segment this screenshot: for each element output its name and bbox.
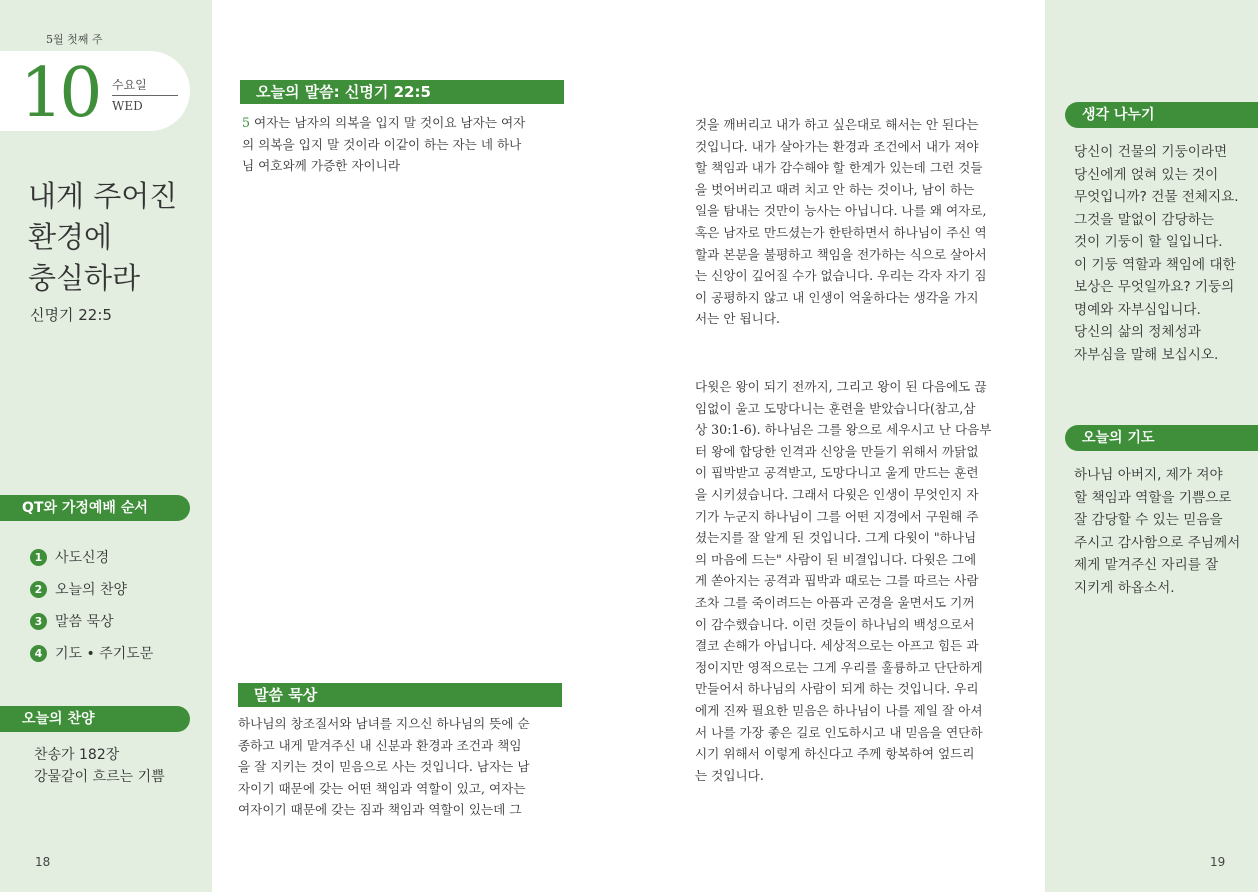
step-item xyxy=(30,541,153,573)
step-item xyxy=(30,573,153,605)
step-label: 사도신경 xyxy=(55,550,110,566)
order-heading: QT와 가정예배 순서 xyxy=(0,495,190,521)
prayer-heading: 오늘의 기도 xyxy=(1065,425,1258,451)
verse-text xyxy=(242,112,566,177)
step-number-badge: 3 xyxy=(30,613,47,630)
step-item xyxy=(30,637,153,669)
day-korean: 수요일 xyxy=(112,78,147,92)
step-number-badge: 1 xyxy=(30,549,47,566)
hymn-block xyxy=(34,744,165,788)
step-number-badge: 4 xyxy=(30,645,47,662)
page-title: 내게 주어진 환경에 충실하라 xyxy=(28,179,178,295)
day-english: WED xyxy=(112,99,143,113)
hymn-title: 강물같이 흐르는 기쁨 xyxy=(34,769,165,785)
step-label: 말씀 묵상 xyxy=(55,614,114,630)
verse-number: 5 xyxy=(242,115,251,130)
page-number-left: 18 xyxy=(35,855,51,869)
meditation-text: 하나님의 창조질서와 남녀를 지으신 하나님의 뜻에 순 종하고 내게 맡겨주신 내 신분과 환경과 조건과 책임 을 잘 지키는 것이 믿음으로 사는 것입니다. 남자는 남 자이기 때문에 갖는 어떤 책임과 역할이 있고, 여자는 여자이기 때문에 갖는 짐과 책임과 역할이 있는데 그 xyxy=(238,716,530,818)
meditation-heading: 말씀 묵상 xyxy=(238,683,562,707)
verse-body: 여자는 남자의 의복을 입지 말 것이요 남자는 여자 의 의복을 입지 말 것이라 이같이 하는 자는 네 하나 님 여호와께 가증한 자이니라 xyxy=(242,115,526,174)
meditation-paragraph-1: 것을 깨버리고 내가 하고 싶은대로 해서는 안 된다는 것입니다. 내가 살아가는 환경과 조건에서 내가 져야 할 책임과 내가 감수해야 할 한계가 있는데 그런 것들 을 벗어버리고 때려 치고 안 하는 것이나, 남이 하는 일을 탐내는 것만이 능사는 아닙니다. 나를 왜 여자로, 혹은 남자로 만드셨는가 한탄하면서 하나님이 주신 역 할과 본분을 불평하고 책임을 전가하는 식으로 살아서 는 신앙이 깊어질 수가 없습니다. 우리는 각자 자기 짐 이 공평하지 않고 내 인생이 억울하다는 생각을 가지 서는 안 됩니다. xyxy=(695,117,987,327)
todays-word-heading: 오늘의 말씀: 신명기 22:5 xyxy=(240,80,564,104)
order-steps-list xyxy=(30,541,153,669)
step-label: 오늘의 찬양 xyxy=(55,582,128,598)
day-divider xyxy=(112,95,178,96)
step-label: 기도 • 주기도문 xyxy=(55,646,154,662)
page-number-right: 19 xyxy=(1210,855,1226,869)
hymn-number: 찬송가 182장 xyxy=(34,747,120,763)
share-heading: 생각 나누기 xyxy=(1065,102,1258,128)
prayer-text: 하나님 아버지, 제가 져야 할 책임과 역할을 기쁨으로 잘 감당할 수 있는 믿음을 주시고 감사함으로 주님께서 제게 맡겨주신 자리를 잘 지키게 하옵소서. xyxy=(1074,467,1241,596)
share-text: 당신이 건물의 기둥이라면 당신에게 얹혀 있는 것이 무엇입니까? 건물 전체지요. 그것을 말없이 감당하는 것이 기둥이 할 일입니다. 이 기둥 역할과 책임에 대한 보상은 무엇일까요? 기둥의 명예와 자부심입니다. 당신의 삶의 정체성과 자부심을 말해 보십시오. xyxy=(1074,144,1239,363)
step-number-badge: 2 xyxy=(30,581,47,598)
week-label: 5월 첫째 주 xyxy=(46,33,103,46)
title-scripture-ref: 신명기 22:5 xyxy=(30,306,112,324)
meditation-paragraph-2: 다윗은 왕이 되기 전까지, 그리고 왕이 된 다음에도 끊 임없이 울고 도망다니는 훈련을 받았습니다(참고,삼 상 30:1-6). 하나님은 그를 왕으로 세우시고 난 다음부 터 왕에 합당한 인격과 신앙을 만들기 위해서 까닭없 이 핍박받고 공격받고, 도망다니고 울게 만드는 훈련 을 시키셨습니다. 그래서 다윗은 인생이 무엇인지 자 기가 누군지 하나님이 그를 어떤 지경에서 구원해 주 셨는지를 잘 알게 된 것입니다. 그게 다윗이 "하나님 의 마음에 드는" 사람이 된 비결입니다. 다윗은 그에 게 쏟아지는 공격과 핍박과 때로는 그를 따르는 사람 조차 그를 죽이려드는 아픔과 곤경을 울면서도 기꺼 이 감수했습니다. 이런 것들이 하나님의 백성으로서 결코 손해가 아닙니다. 세상적으로는 아프고 힘든 과 정이지만 영적으로는 그게 우리를 훌륭하고 단단하게 만들어서 하나님의 사람이 되게 하는 것입니다. 우리 에게 진짜 필요한 믿음은 하나님이 나를 제일 잘 아셔 서 나를 가장 좋은 길로 인도하시고 내 믿음을 연단하 시기 위해서 이렇게 하신다고 주께 항복하여 엎드리 는 것입니다. xyxy=(695,379,992,783)
hymn-heading: 오늘의 찬양 xyxy=(0,706,190,732)
date-number: 10 xyxy=(20,54,99,133)
step-item xyxy=(30,605,153,637)
